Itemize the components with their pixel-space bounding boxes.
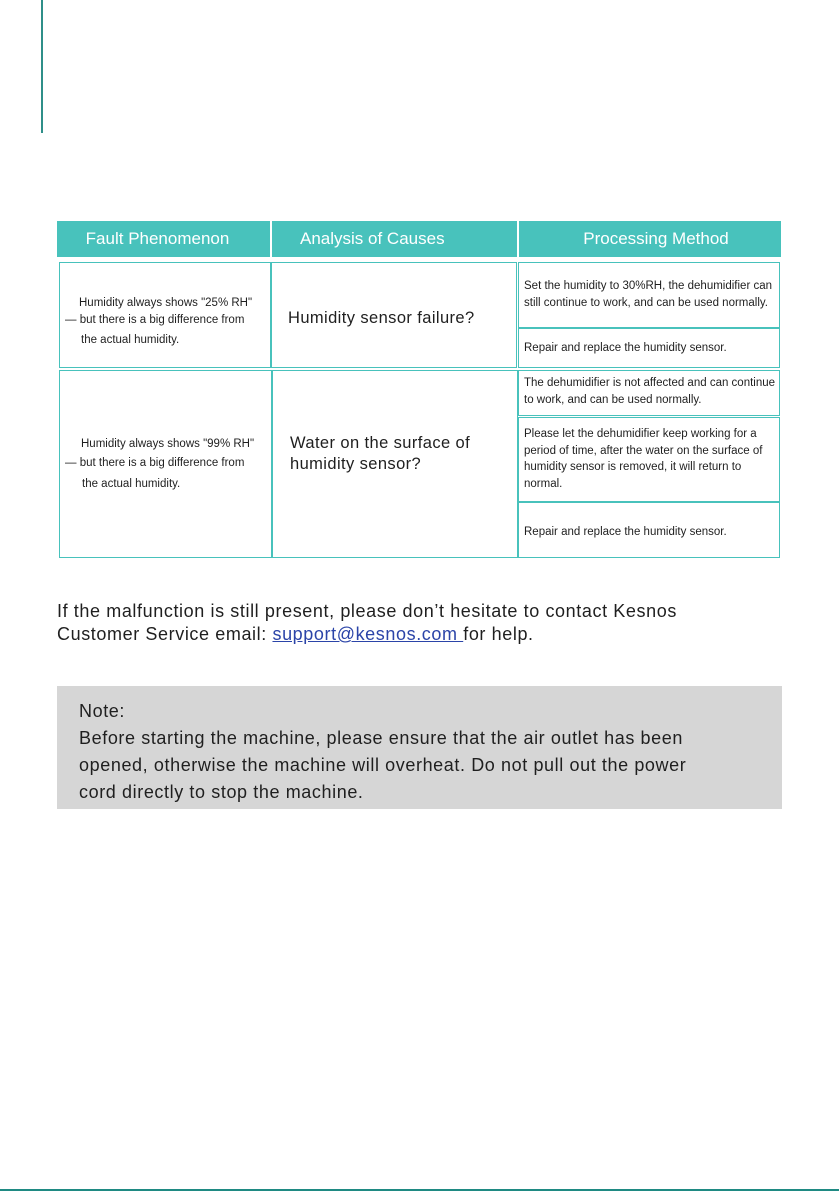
note-line1: Before starting the machine, please ensure that the air outlet has been — [79, 728, 683, 748]
contact-paragraph — [57, 600, 797, 646]
note-line3: cord directly to stop the machine. — [79, 782, 364, 802]
note-line2: opened, otherwise the machine will overheat. Do not pull out the power — [79, 755, 687, 775]
row2-method3-text: Repair and replace the humidity sensor. — [524, 526, 727, 538]
row2-phenomenon-cell — [59, 370, 272, 558]
page-edge-line — [41, 0, 43, 133]
support-email-link[interactable]: support@kesnos.com — [272, 624, 464, 644]
row1-phenomenon-line2: — but there is a big difference from — [65, 314, 245, 326]
row2-method2-cell — [518, 417, 780, 502]
header-fault-phenomenon: Fault Phenomenon — [57, 221, 270, 257]
contact-line1: If the malfunction is still present, please don’t hesitate to contact Kesnos — [57, 601, 677, 621]
row1-cause-text: Humidity sensor failure? — [288, 309, 475, 327]
row1-method2-cell — [518, 328, 780, 368]
note-box — [57, 686, 782, 809]
row2-method3-cell — [518, 502, 780, 558]
row1-phenomenon-cell — [59, 262, 271, 368]
contact-line2-prefix: Customer Service email: — [57, 624, 273, 644]
row2-cause-cell — [272, 370, 518, 558]
row2-phenomenon-line3: the actual humidity. — [82, 478, 181, 490]
row1-method1-text: Set the humidity to 30%RH, the dehumidifier can still continue to work, and can be used normally. — [524, 280, 773, 309]
row1-phenomenon-line1: Humidity always shows "25% RH" — [79, 297, 253, 309]
contact-line2 — [57, 623, 797, 646]
note-title: Note: — [79, 701, 126, 721]
header-analysis-of-causes: Analysis of Causes — [272, 221, 517, 257]
contact-line2-suffix: for help. — [463, 624, 534, 644]
row1-method1-cell — [518, 262, 780, 328]
row1-phenomenon-line3: the actual humidity. — [81, 334, 180, 346]
row2-method1-cell — [518, 370, 780, 416]
row1-cause-cell — [271, 262, 517, 368]
row2-cause-line2: humidity sensor? — [290, 455, 422, 473]
row2-method2-text: Please let the dehumidifier keep working for a period of time, after the water on the surface of humidity sensor is removed, it will return to normal. — [524, 428, 763, 490]
header-processing-method: Processing Method — [519, 221, 781, 257]
row2-phenomenon-line2: — but there is a big difference from — [65, 457, 245, 469]
row2-method1-text: The dehumidifier is not affected and can continue to work, and can be used normally. — [524, 377, 776, 406]
row2-cause-line1: Water on the surface of — [290, 434, 471, 452]
row2-phenomenon-line1: Humidity always shows "99% RH" — [81, 438, 255, 450]
row1-method2-text: Repair and replace the humidity sensor. — [524, 342, 727, 354]
